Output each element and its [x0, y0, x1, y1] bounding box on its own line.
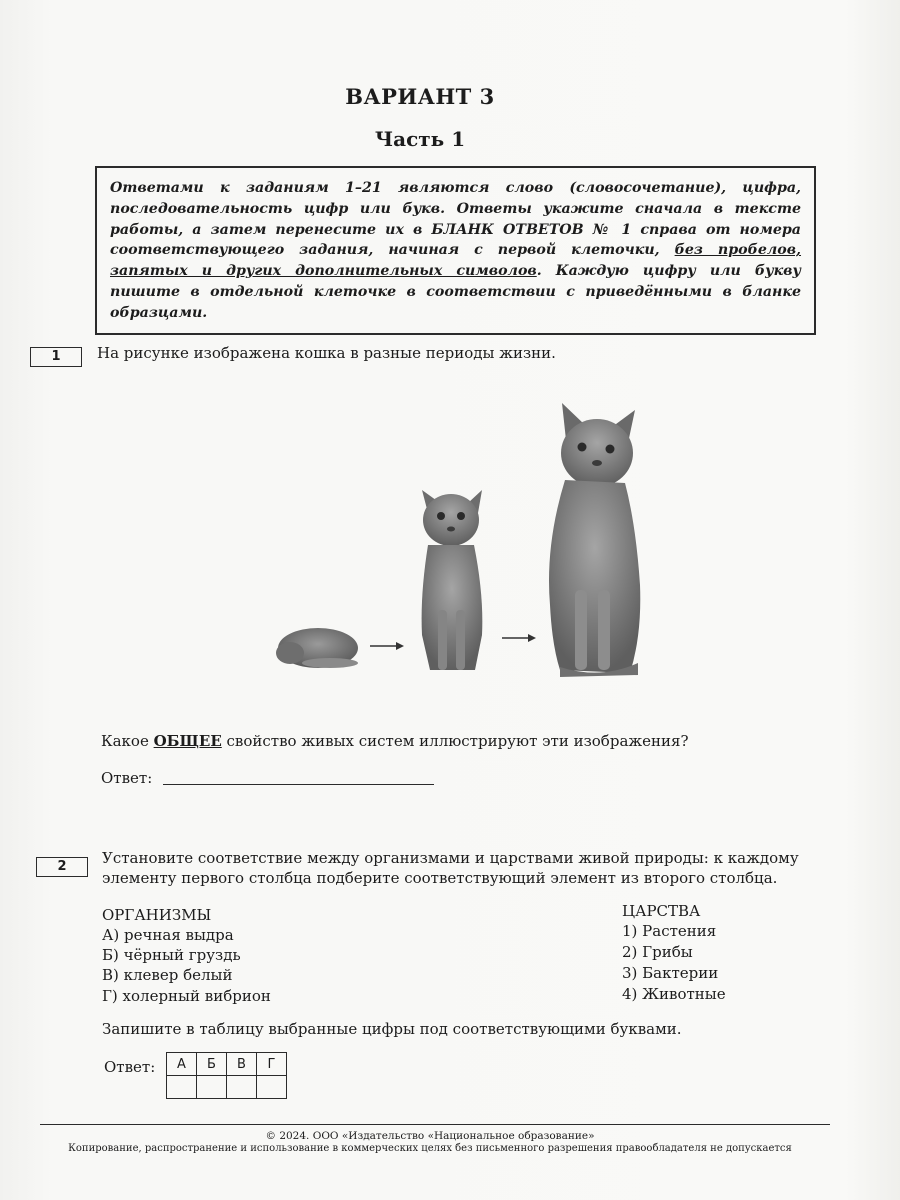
question-number-1: 1 — [30, 347, 82, 367]
q1-question — [101, 731, 689, 751]
kingdom-item: 2) Грибы — [622, 943, 693, 961]
kingdom-item: 4) Животные — [622, 985, 726, 1003]
newborn-kitten-image — [276, 628, 358, 668]
arrow-icon — [502, 634, 536, 642]
organism-item: Б) чёрный груздь — [102, 946, 241, 964]
instructions-text-1: Ответами к заданиям 1–21 являются слово (словосочетание), цифра, последовательность цифр или букв. Ответы укажите сначала в тексте работы, а затем перенесите их в БЛАНК ОТВЕТОВ № 1 справа от номера соответствующего задания, начиная с первой клеточки, — [110, 180, 801, 259]
variant-title: ВАРИАНТ 3 — [345, 84, 495, 109]
answer-cell-v[interactable] — [227, 1076, 257, 1099]
question-number-2: 2 — [36, 857, 88, 877]
organisms-title: ОРГАНИЗМЫ — [102, 906, 212, 924]
q1-question-emphasis: ОБЩЕЕ — [153, 732, 222, 750]
kingdom-item: 1) Растения — [622, 922, 717, 940]
footer-copyright: © 2024. ООО «Издательство «Национальное образование» — [265, 1130, 595, 1142]
q2-answer-label: Ответ: — [104, 1058, 156, 1076]
organism-item: А) речная выдра — [102, 926, 234, 944]
q1-question-post: свойство живых систем иллюстрируют эти изображения? — [221, 732, 689, 750]
answer-cell-b[interactable] — [197, 1076, 227, 1099]
organism-item: В) клевер белый — [102, 966, 233, 984]
footer-notice: Копирование, распространение и использование в коммерческих целях без письменного разрешения правообладателя не допускается — [68, 1143, 792, 1154]
kingdom-item: 3) Бактерии — [622, 964, 719, 982]
q1-intro: На рисунке изображена кошка в разные периоды жизни. — [97, 344, 556, 362]
q1-answer-label: Ответ: — [101, 769, 153, 787]
part-title: Часть 1 — [374, 127, 466, 151]
q1-answer-field[interactable] — [163, 784, 434, 785]
arrow-icon — [370, 642, 404, 650]
q2-answer-table — [166, 1052, 287, 1099]
q2-instruction: Запишите в таблицу выбранные цифры под соответствующими буквами. — [102, 1020, 682, 1038]
instructions-underlined: без пробелов, запятых и других дополнительных символов — [110, 242, 802, 280]
q2-line-1: Установите соответствие между организмами и царствами живой природы: к каждому — [102, 849, 799, 867]
answer-column-header: А — [167, 1053, 197, 1076]
instructions-text-2: . Каждую цифру или букву пишите в отдельной клеточке в соответствии с приведёнными в бланке образцами. — [110, 263, 801, 321]
footer-divider — [40, 1124, 830, 1125]
answer-table-input-row — [167, 1076, 287, 1099]
answer-table-header-row — [167, 1053, 287, 1076]
adult-cat-image — [549, 403, 640, 677]
cat-growth-illustration — [270, 395, 650, 685]
answer-column-header: Г — [257, 1053, 287, 1076]
instructions-box — [95, 166, 816, 335]
organism-item: Г) холерный вибрион — [102, 987, 271, 1005]
answer-column-header: Б — [197, 1053, 227, 1076]
young-kitten-image — [422, 490, 483, 670]
answer-cell-a[interactable] — [167, 1076, 197, 1099]
kingdoms-title: ЦАРСТВА — [622, 902, 701, 920]
answer-cell-g[interactable] — [257, 1076, 287, 1099]
q1-question-pre: Какое — [101, 732, 154, 750]
q2-line-2: элементу первого столбца подберите соответствующий элемент из второго столбца. — [102, 869, 778, 887]
answer-column-header: В — [227, 1053, 257, 1076]
